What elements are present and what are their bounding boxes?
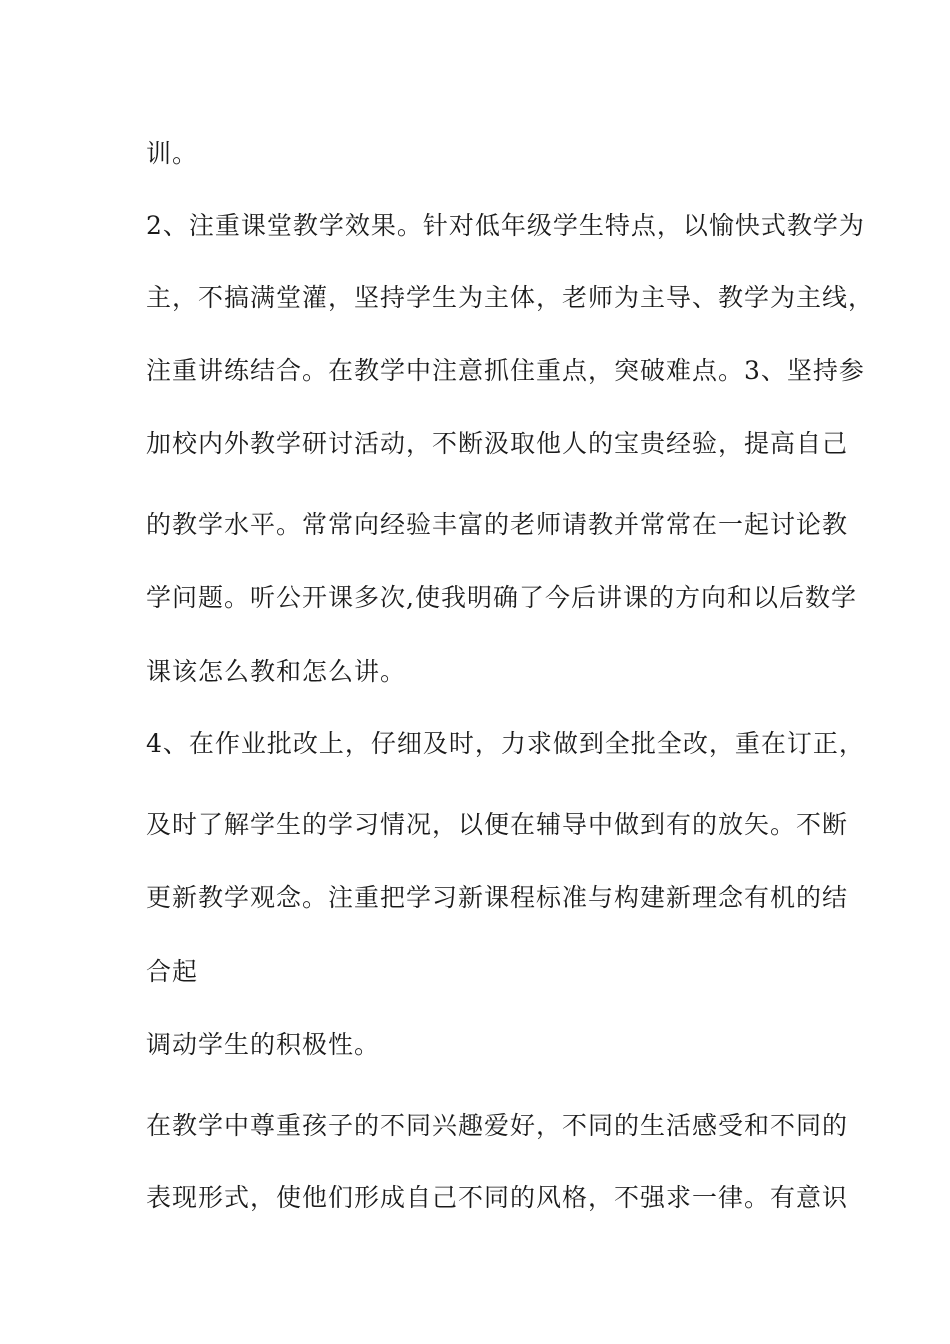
text-line: 主，不搞满堂灌，坚持学生为主体，老师为主导、教学为主线，: [146, 283, 875, 312]
text-line: 在教学中尊重孩子的不同兴趣爱好，不同的生活感受和不同的: [146, 1111, 849, 1140]
text-line: 表现形式，使他们形成自己不同的风格，不强求一律。有意识: [146, 1183, 849, 1212]
text-line: 注重讲练结合。在教学中注意抓住重点，突破难点。3、坚持参: [146, 356, 865, 385]
text-line: 学问题。听公开课多次,使我明确了今后讲课的方向和以后数学: [146, 583, 857, 612]
text-line: 课该怎么教和怎么讲。: [146, 657, 407, 686]
text-line: 2、注重课堂教学效果。针对低年级学生特点，以愉快式教学为: [146, 211, 865, 240]
text-line: 调动学生的积极性。: [146, 1030, 381, 1059]
text-line: 更新教学观念。注重把学习新课程标准与构建新理念有机的结: [146, 883, 849, 912]
text-line: 4、在作业批改上，仔细及时，力求做到全批全改，重在订正，: [146, 729, 865, 758]
text-line: 及时了解学生的学习情况，以便在辅导中做到有的放矢。不断: [146, 810, 849, 839]
text-line: 训。: [146, 139, 199, 168]
text-line: 的教学水平。常常向经验丰富的老师请教并常常在一起讨论教: [146, 510, 849, 539]
text-line: 加校内外教学研讨活动，不断汲取他人的宝贵经验，提高自己: [146, 429, 849, 458]
text-line: 合起: [146, 957, 199, 986]
